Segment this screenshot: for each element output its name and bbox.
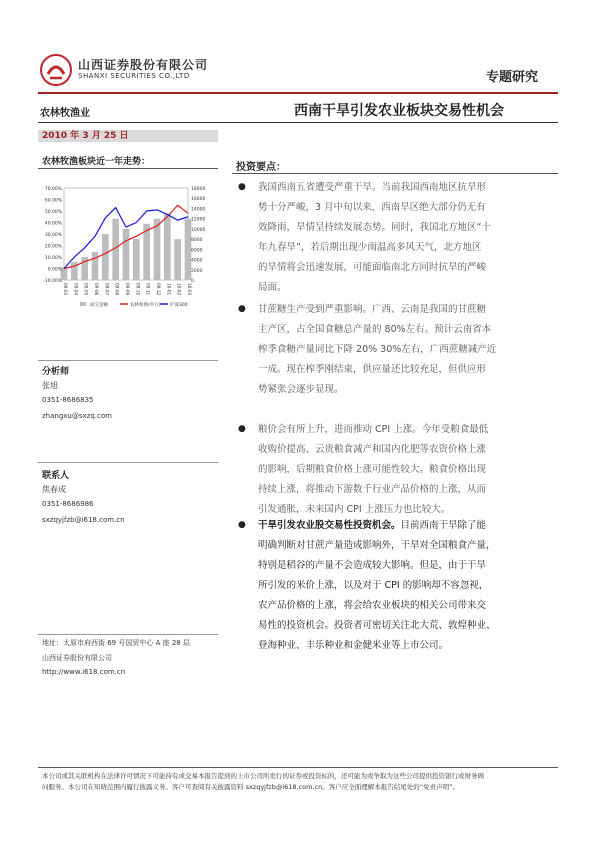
keypoint-3-line: 粮价会有所上升，进而推动 CPI 上涨。今年受粮食最低 [258,424,489,435]
company-website-link[interactable]: http://www.i618.com.cn [42,668,126,676]
volume-bar [92,252,99,280]
keypoint-2-line: 甘蔗糖生产受到严重影响。广西、云南是我国的甘蔗糖 [258,304,487,315]
y-right-tick-label: 2000 [191,268,203,274]
footer-divider [38,767,558,768]
report-title: 西南干旱引发农业板块交易性机会 [294,103,504,119]
analyst-name: 张旭 [42,381,58,390]
volume-bar [154,219,161,280]
chart-title: 农林牧渔板块近一年走势： [42,157,151,167]
keypoint-4 [258,516,553,656]
keypoint-4-line-first [258,516,553,536]
legend-label: 农林牧渔(申万) [130,303,161,308]
keypoint-2-line: 势紧张会逐步显现。 [258,384,344,395]
keypoints-title: 投资要点： [236,162,286,173]
keypoint-3-line: 收购价提高、云贵粮食减产和国内化肥等农资价格上涨 [258,444,487,455]
y-left-tick-label: -10.00% [43,279,62,284]
keypoint-2-line: 榨季食糖产量同比下降 20% 30%左右，广西蔗糖减产近 [258,344,497,355]
keypoint-1 [258,178,553,298]
report-date: 2010 年 3 月 25 日 [42,131,129,141]
sector-trend-chart [38,180,218,315]
keypoint-4-line: 特别是稻谷的产量不会造成较大影响。但是，由于干旱 [258,560,487,571]
keypoint-2-line: 主产区，占全国食糖总产量的 80%左右。预计云南省本 [258,324,492,335]
analyst-phone: 0351-8686835 [42,396,94,404]
volume-bar [133,239,140,280]
x-tick-label: 10-03 [187,283,192,296]
keypoint-4-line: 登海种业、丰乐种业和金健米业等上市公司。 [258,640,449,651]
contact-divider [38,462,218,463]
legend-label: 成交金额 [90,303,108,308]
address-line: 地址：太原市府西街 69 号国贸中心 A 座 28 层 [42,639,190,647]
y-left-tick-label: 60.00% [44,198,62,204]
keypoint-2 [258,300,553,400]
x-tick-label: 09-11 [145,283,151,296]
contact-label: 联系人 [42,471,70,481]
bullet-icon: ● [238,304,246,314]
keypoint-3 [258,420,553,520]
y-left-tick-label: 30.00% [44,233,62,238]
contact-email[interactable]: sxzqyjfzb@i618.com.cn [42,516,125,524]
x-tick-label: 09-05 [83,283,89,296]
keypoint-1-line: 年九春旱”，若后期出现少雨温高多风天气，北方地区 [258,242,482,253]
y-left-tick-label: 70.00% [44,187,62,192]
keypoint-4-line: 农产品价格的上涨，将会给农业板块的相关公司带来交 [258,600,487,611]
disclaimer-line: 问服务。本公司在知晓范围内履行披露义务。客户可查阅有关披露资料 sxzqyjfzb@i618.com.cn。客户应全面理解本报告结尾处的“免责声明”。 [42,783,459,791]
keypoint-1-line: 的旱情将会迅速发展，可能面临南北方同时抗旱的严峻 [258,262,487,273]
company-name-en: SHANXI SECURITIES CO.,LTD [78,72,190,80]
keypoint-4-line: 易性的投资机会。投资者可密切关注北大荒、敦煌种业、 [258,620,496,631]
x-tick-label: 09-06 [94,283,99,296]
keypoints-divider [232,173,558,174]
y-right-tick-label: 0 [191,279,194,284]
bullet-icon: ● [238,182,246,192]
volume-bar [174,239,181,280]
sector-label: 农林牧渔业 [40,108,90,119]
x-tick-label: 09-07 [104,283,110,296]
report-type: 专题研究 [486,70,539,85]
keypoint-4-lead: 干旱引发农业股交易性投资机会。 [258,520,401,531]
y-right-tick-label: 12000 [191,217,206,223]
keypoint-2-line: 一成。现在榨季刚结束，供应量还比较充足，但供应形 [258,364,487,375]
chart-divider [38,168,218,169]
legend-label: 沪深300 [170,303,188,308]
disclaimer-line: 本公司或其关联机构在法律许可情况下可能持有或交易本报告提到的上市公司所发行的证券或投资标的，还可能为或争取为这些公司提供投资银行或财务顾 [42,772,484,780]
y-right-tick-label: 10000 [191,227,206,233]
y-left-tick-label: 10.00% [44,256,62,261]
bullet-icon: ● [238,520,246,530]
analyst-divider [38,360,218,361]
analyst-label: 分析师 [42,367,70,377]
y-left-tick-label: 20.00% [44,244,62,250]
y-right-tick-label: 14000 [191,207,206,213]
keypoint-1-line: 局面。 [258,282,287,293]
y-right-tick-label: 4000 [191,258,203,264]
title-divider [38,122,558,123]
y-left-tick-label: 0.00% [47,267,62,273]
y-right-tick-label: 6000 [191,248,203,254]
legend-swatch [80,302,86,306]
keypoint-1-line: 效降雨，旱情呈持续发展态势。同时，我国北方地区“十 [258,222,491,233]
y-right-tick-label: 18000 [191,187,206,192]
header-divider [38,92,558,94]
keypoint-4-line: 明确判断对甘蔗产量造成影响外，干旱对全国粮食产量， [258,540,496,551]
company-name-cn: 山西证券股份有限公司 [78,58,209,72]
volume-bar [123,229,130,280]
keypoint-3-line: 的影响，后期粮食价格上涨可能性较大。粮食价格出现 [258,464,487,475]
y-right-tick-label: 16000 [191,197,206,203]
address-company: 山西证券股份有限公司 [42,654,112,662]
contact-name: 焦春成 [42,485,66,494]
company-logo-icon [40,54,72,86]
x-tick-label: 10-01 [166,283,172,296]
address-divider [38,634,218,635]
keypoint-4-line: 目前西南干旱除了能 [400,520,487,531]
keypoint-4-line: 所引发的米价上涨，以及对于 CPI 的影响却不容忽视， [258,580,489,591]
x-tick-label: 09-08 [114,283,120,296]
keypoint-3-line: 持续上涨，将推动下游数千行业产品价格的上涨，从而 [258,484,487,495]
x-tick-label: 09-12 [156,283,161,296]
volume-bar [164,214,171,280]
y-right-tick-label: 8000 [191,238,203,244]
x-tick-label: 09-04 [73,283,79,296]
volume-bar [102,234,109,280]
x-tick-label: 10-02 [176,283,182,296]
x-tick-label: 09-09 [125,283,130,296]
keypoint-1-line: 我国西南五省遭受严重干旱。当前我国西南地区抗旱形 [258,182,487,193]
contact-phone: 0351-8686986 [42,500,94,508]
y-left-tick-label: 50.00% [44,210,62,215]
x-tick-label: 09-10 [135,283,141,296]
x-tick-label: 09-03 [63,283,68,296]
keypoint-3-line: 引发通胀，未来国内 CPI 上涨压力也比较大。 [258,504,451,515]
disclaimer [42,771,554,793]
keypoint-1-line: 势十分严峻，3 月中旬以来，西南旱区绝大部分仍无有 [258,202,486,213]
bullet-icon: ● [238,424,246,434]
analyst-email[interactable]: zhangxu@sxzq.com [42,412,112,420]
y-left-tick-label: 40.00% [44,221,62,227]
